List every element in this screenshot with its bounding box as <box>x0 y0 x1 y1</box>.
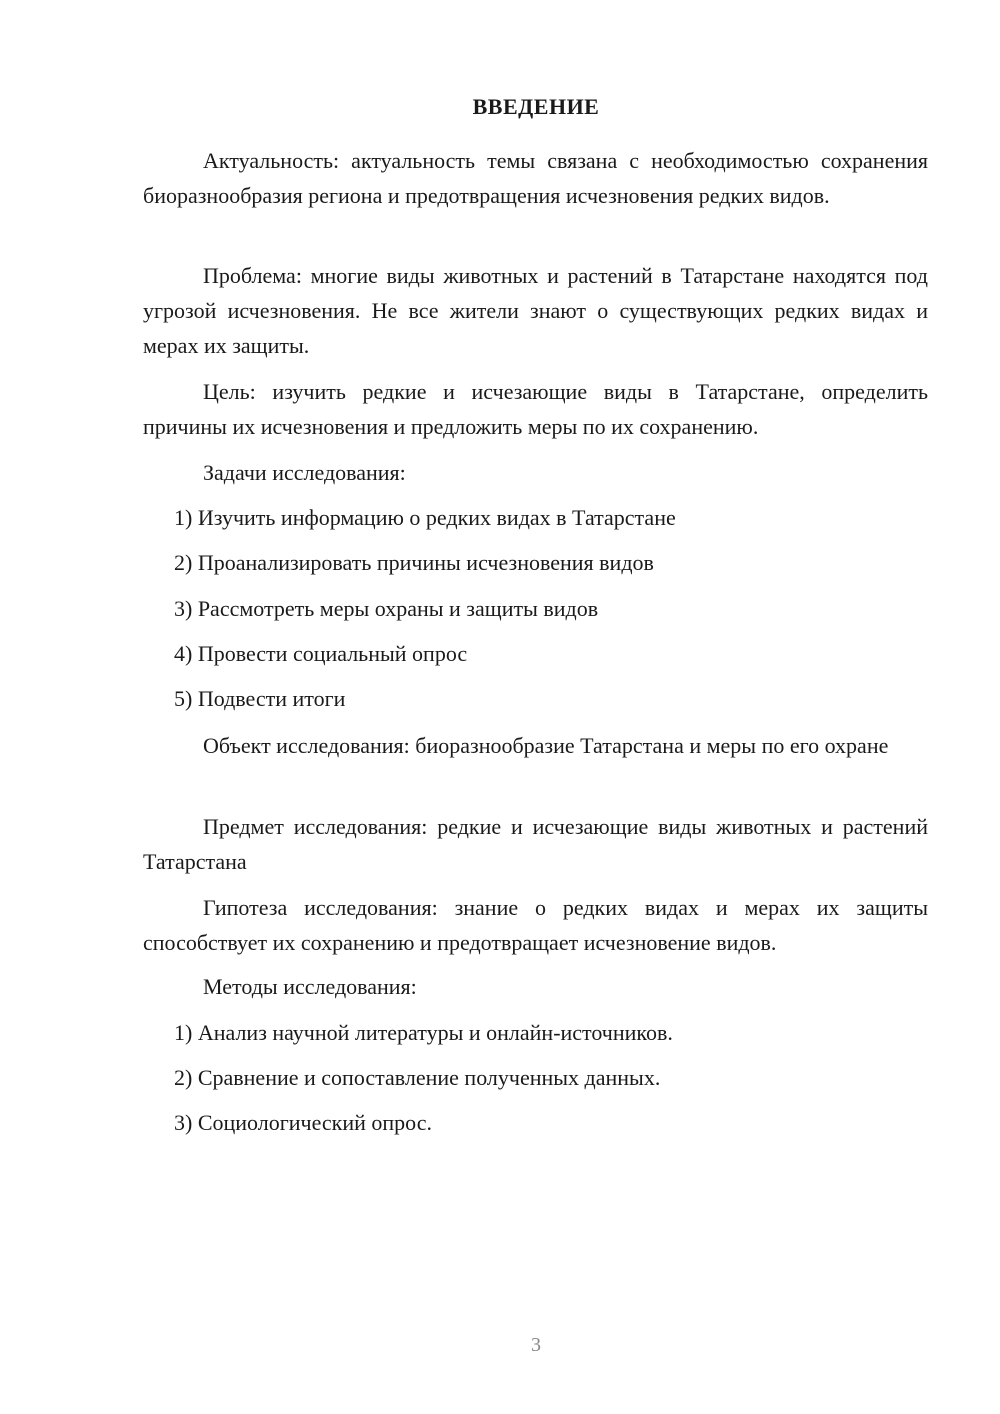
hypothesis-paragraph: Гипотеза исследования: знание о редких видах и мерах их защиты способствует их сохранению и предотвращает исчезновение видов. <box>143 895 928 955</box>
task-item: 1) Изучить информацию о редких видах в Татарстане <box>174 505 676 530</box>
methods-heading: Методы исследования: <box>203 974 417 999</box>
page-number: 3 <box>531 1334 541 1356</box>
object-paragraph: Объект исследования: биоразнообразие Татарстана и меры по его охране <box>203 733 889 758</box>
task-item: 4) Провести социальный опрос <box>174 641 468 666</box>
tasks-heading: Задачи исследования: <box>203 460 406 485</box>
task-item: 2) Проанализировать причины исчезновения видов <box>174 550 654 575</box>
relevance-paragraph: Актуальность: актуальность темы связана с необходимостью сохранения биоразнообразия региона и предотвращения исчезновения редких видов. <box>143 148 928 208</box>
method-item: 2) Сравнение и сопоставление полученных данных. <box>174 1065 661 1090</box>
method-item: 3) Социологический опрос. <box>174 1110 432 1135</box>
task-item: 3) Рассмотреть меры охраны и защиты видов <box>174 596 599 621</box>
section-title: ВВЕДЕНИЕ <box>472 94 600 119</box>
task-item: 5) Подвести итоги <box>174 686 346 711</box>
subject-paragraph: Предмет исследования: редкие и исчезающие виды животных и растений Татарстана <box>143 814 928 874</box>
goal-paragraph: Цель: изучить редкие и исчезающие виды в Татарстане, определить причины их исчезновения и предложить меры по их сохранению. <box>143 379 928 439</box>
problem-paragraph: Проблема: многие виды животных и растений в Татарстане находятся под угрозой исчезновения. Не все жители знают о существующих редких видах и мерах их защиты. <box>143 263 928 358</box>
method-item: 1) Анализ научной литературы и онлайн-источников. <box>174 1020 673 1045</box>
